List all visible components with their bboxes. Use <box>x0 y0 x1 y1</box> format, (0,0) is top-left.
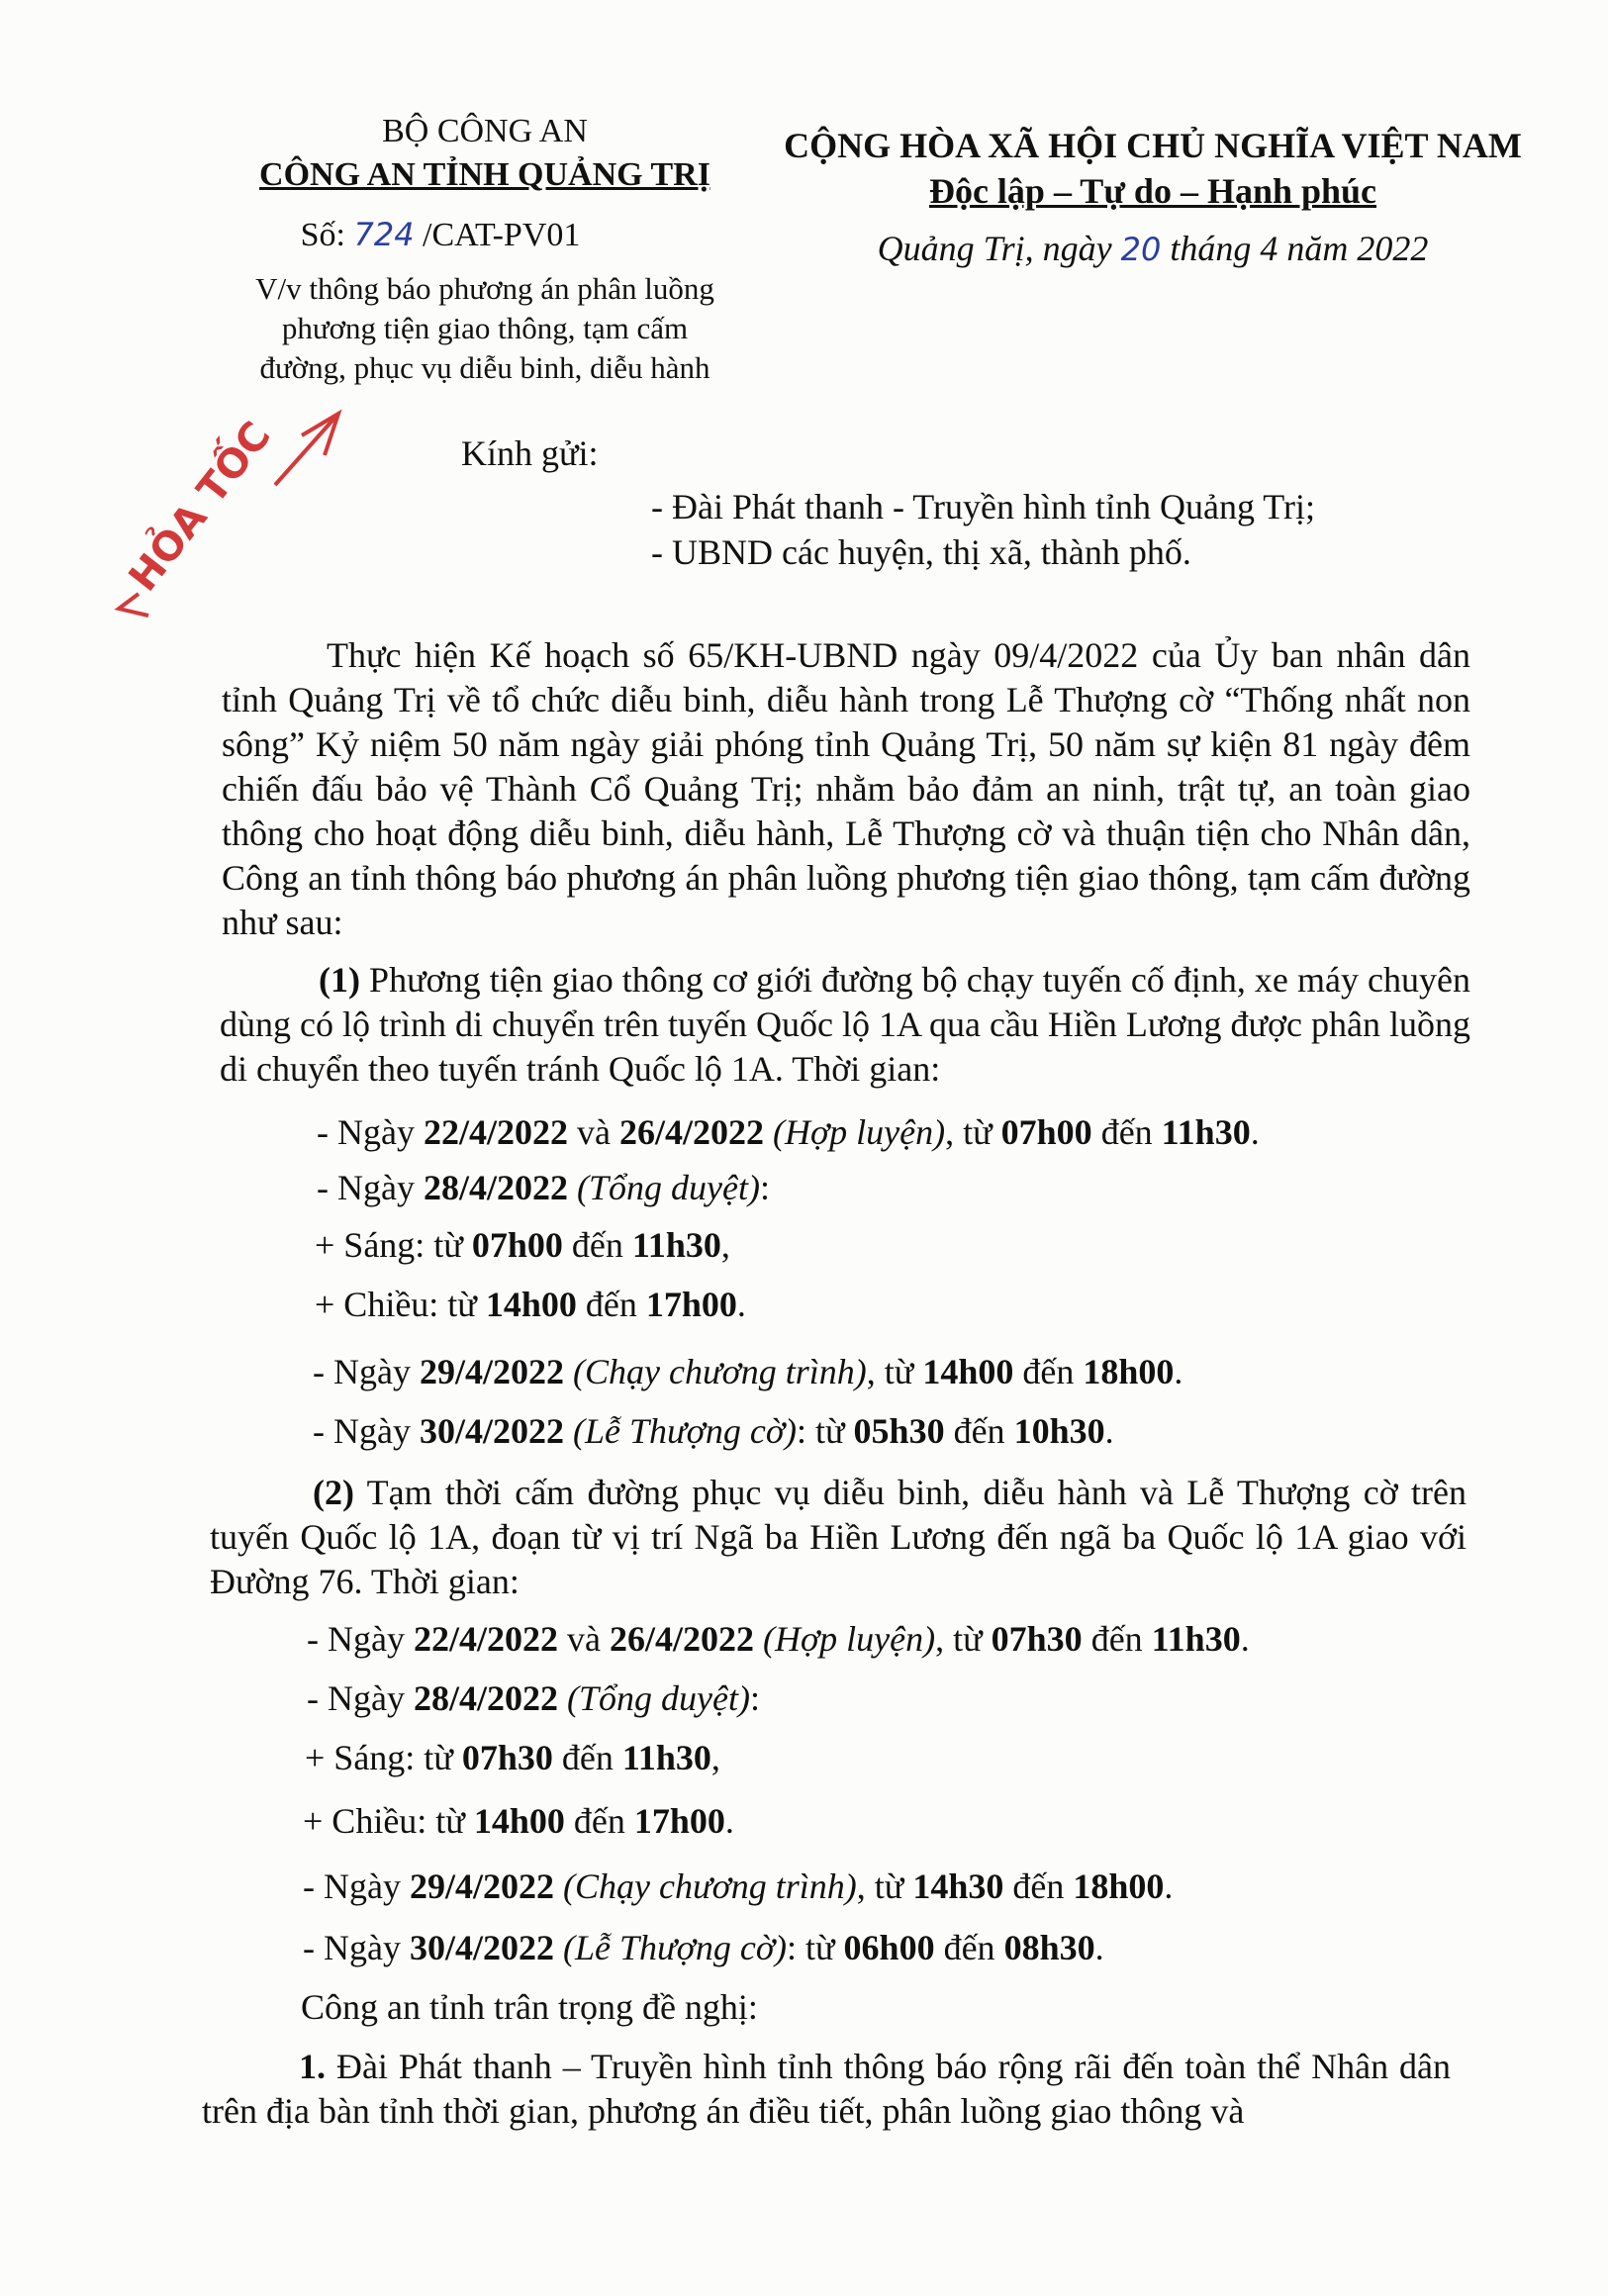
schedule-segment: 26/4/2022 <box>609 1619 754 1659</box>
schedule-segment: 11h30 <box>621 1738 711 1777</box>
schedule-segment: - Ngày <box>307 1619 414 1659</box>
recipient-item: - Đài Phát thanh - Truyền hình tỉnh Quảng Trị; <box>651 487 1316 526</box>
urgent-stamp-text: HỎA TỐC <box>120 413 280 601</box>
ministry-name: BỘ CÔNG AN <box>382 113 588 149</box>
schedule-segment: . <box>1164 1866 1174 1906</box>
schedule-segment: 07h00 <box>1000 1112 1092 1152</box>
schedule-segment: - Ngày <box>317 1112 424 1152</box>
schedule-segment: và <box>567 1112 619 1152</box>
schedule-segment: 18h00 <box>1083 1352 1175 1391</box>
schedule-segment: 11h30 <box>631 1225 721 1265</box>
schedule-segment: - Ngày <box>313 1352 420 1391</box>
schedule-segment: 22/4/2022 <box>423 1112 568 1152</box>
schedule-line <box>315 1223 730 1267</box>
schedule-segment: 14h00 <box>473 1801 565 1841</box>
schedule-segment: 28/4/2022 <box>423 1168 568 1207</box>
schedule-segment: , từ <box>945 1112 1001 1152</box>
item-1-text: Đài Phát thanh – Truyền hình tỉnh thông báo rộng rãi đến toàn thể Nhân dân trên địa bàn tỉnh thời gian, phương án điều tiết, phân luồng giao thông và <box>202 2047 1451 2131</box>
date-prefix: Quảng Trị, ngày <box>877 229 1121 268</box>
urgent-stamp-graphic <box>109 396 366 623</box>
date-day-handwritten: 20 <box>1120 231 1162 268</box>
schedule-line <box>307 1676 760 1720</box>
schedule-segment: 29/4/2022 <box>409 1866 554 1906</box>
schedule-segment: 18h00 <box>1073 1866 1165 1906</box>
schedule-line <box>303 1799 734 1843</box>
schedule-segment: 07h30 <box>991 1619 1083 1659</box>
schedule-line <box>317 1166 770 1209</box>
schedule-segment: 30/4/2022 <box>409 1928 554 1967</box>
schedule-segment: + Sáng: từ <box>305 1738 462 1777</box>
intro-paragraph: Thực hiện Kế hoạch số 65/KH-UBND ngày 09/4/2022 của Ủy ban nhân dân tỉnh Quảng Trị về tổ chức diễu binh, diễu hành trong Lễ Thượng cờ “Thống nhất non sông” Kỷ niệm 50 năm ngày giải phóng tỉnh Quảng Trị, 50 năm sự kiện 81 ngày đêm chiến đấu bảo vệ Thành Cổ Quảng Trị; nhằm bảo đảm an ninh, trật tự, an toàn giao thông cho hoạt động diễu binh, diễu hành, Lễ Thượng cờ và thuận tiện cho Nhân dân, Công an tỉnh thông báo phương án phân luồng phương tiện giao thông, tạm cấm đường như sau: <box>222 635 1470 942</box>
schedule-segment: (Lễ Thượng cờ) <box>553 1928 788 1967</box>
schedule-segment: 05h30 <box>853 1411 945 1451</box>
schedule-segment: 06h00 <box>843 1928 935 1967</box>
subject-line: phương tiện giao thông, tạm cấm <box>281 311 689 345</box>
schedule-segment: (Hợp luyện) <box>763 1112 946 1152</box>
schedule-segment: . <box>1250 1112 1260 1152</box>
schedule-segment: : từ <box>787 1928 844 1967</box>
schedule-segment: 11h30 <box>1151 1619 1241 1659</box>
schedule-line <box>305 1736 720 1779</box>
schedule-segment: đến <box>576 1285 646 1324</box>
schedule-segment: 22/4/2022 <box>413 1619 558 1659</box>
schedule-segment: đến <box>564 1801 634 1841</box>
schedule-line <box>303 1865 1173 1908</box>
section-2-number: (2) <box>313 1473 354 1512</box>
schedule-segment: , từ <box>935 1619 992 1659</box>
agency-name <box>198 152 772 198</box>
schedule-segment: . <box>1104 1411 1114 1451</box>
item-1-paragraph <box>202 2045 1451 2134</box>
schedule-line <box>307 1617 1250 1661</box>
schedule-segment: : <box>759 1168 770 1207</box>
document-number <box>198 212 683 258</box>
schedule-segment: + Chiều: từ <box>315 1285 486 1324</box>
subject-block <box>198 269 772 388</box>
schedule-segment: 10h30 <box>1013 1411 1105 1451</box>
section-2-paragraph <box>210 1471 1466 1604</box>
doc-number-handwritten: 724 <box>353 216 415 253</box>
subject-line: V/v thông báo phương án phân luồng <box>255 271 714 306</box>
schedule-segment: , từ <box>856 1866 913 1906</box>
schedule-segment: (Lễ Thượng cờ) <box>563 1411 798 1451</box>
doc-number-suffix: /CAT-PV01 <box>414 217 581 253</box>
schedule-segment: 11h30 <box>1161 1112 1251 1152</box>
schedule-line <box>313 1350 1182 1393</box>
schedule-segment: đến <box>934 1928 1004 1967</box>
schedule-segment: + Sáng: từ <box>315 1225 472 1265</box>
schedule-segment: . <box>1094 1928 1104 1967</box>
date-suffix: tháng 4 năm 2022 <box>1161 229 1429 268</box>
schedule-segment: 07h30 <box>461 1738 553 1777</box>
section-1-text: Phương tiện giao thông cơ giới đường bộ chạy tuyến cố định, xe máy chuyên dùng có lộ trình di chuyển trên tuyến Quốc lộ 1A qua cầu Hiền Lương được phân luồng di chuyển theo tuyến tránh Quốc lộ 1A. Thời gian: <box>220 960 1470 1089</box>
schedule-segment: . <box>736 1285 746 1324</box>
schedule-line <box>303 1926 1104 1969</box>
schedule-segment: 30/4/2022 <box>419 1411 564 1451</box>
agency-name-text: CÔNG AN TỈNH QUẢNG TRỊ <box>259 156 710 193</box>
schedule-segment: (Tổng duyệt) <box>567 1168 760 1207</box>
item-1-number: 1. <box>299 2047 326 2086</box>
schedule-segment: (Hợp luyện) <box>753 1619 936 1659</box>
schedule-segment: đến <box>944 1411 1014 1451</box>
schedule-segment: , <box>710 1738 720 1777</box>
schedule-segment: và <box>557 1619 610 1659</box>
section-1-number: (1) <box>319 960 360 1000</box>
subject-line: đường, phục vụ diễu binh, diễu hành <box>259 350 710 385</box>
schedule-segment: 29/4/2022 <box>419 1352 564 1391</box>
proposal-line: Công an tỉnh trân trọng đề nghị: <box>301 1987 758 2027</box>
country-name: CỘNG HÒA XÃ HỘI CHỦ NGHĨA VIỆT NAM <box>784 126 1522 165</box>
schedule-segment: 28/4/2022 <box>413 1678 558 1718</box>
recipient-item: - UBND các huyện, thị xã, thành phố. <box>651 532 1191 572</box>
schedule-segment: đến <box>1091 1112 1162 1152</box>
schedule-segment: (Chạy chương trình) <box>563 1352 867 1391</box>
schedule-line <box>315 1283 746 1326</box>
schedule-segment: 17h00 <box>645 1285 737 1324</box>
schedule-segment: 14h30 <box>912 1866 1004 1906</box>
schedule-segment: 17h00 <box>633 1801 725 1841</box>
schedule-segment: đến <box>1003 1866 1074 1906</box>
schedule-segment: , từ <box>866 1352 923 1391</box>
schedule-segment: - Ngày <box>317 1168 424 1207</box>
schedule-segment: - Ngày <box>303 1928 410 1967</box>
schedule-segment: : từ <box>797 1411 854 1451</box>
schedule-segment: 26/4/2022 <box>618 1112 764 1152</box>
schedule-segment: 07h00 <box>471 1225 563 1265</box>
section-2-text: Tạm thời cấm đường phục vụ diễu binh, diễu hành và Lễ Thượng cờ trên tuyến Quốc lộ 1A, đoạn từ vị trí Ngã ba Hiền Lương đến ngã ba Quốc lộ 1A giao với Đường 76. Thời gian: <box>210 1473 1466 1601</box>
schedule-line <box>317 1110 1260 1154</box>
schedule-segment: 14h00 <box>922 1352 1014 1391</box>
schedule-segment: đến <box>562 1225 632 1265</box>
schedule-segment: + Chiều: từ <box>303 1801 474 1841</box>
schedule-segment: - Ngày <box>303 1866 410 1906</box>
date-line <box>742 226 1563 272</box>
schedule-segment: 08h30 <box>1003 1928 1095 1967</box>
motto <box>742 168 1563 214</box>
schedule-segment: đến <box>1013 1352 1084 1391</box>
schedule-segment: - Ngày <box>307 1678 414 1718</box>
urgent-stamp <box>109 396 366 623</box>
schedule-segment: , <box>720 1225 730 1265</box>
schedule-segment: đến <box>1082 1619 1152 1659</box>
motto-text: Độc lập – Tự do – Hạnh phúc <box>928 171 1377 211</box>
schedule-segment: (Chạy chương trình) <box>553 1866 857 1906</box>
schedule-segment: : <box>749 1678 760 1718</box>
recipients-greeting: Kính gửi: <box>461 433 599 473</box>
schedule-segment: (Tổng duyệt) <box>557 1678 750 1718</box>
schedule-segment: 14h00 <box>485 1285 577 1324</box>
schedule-segment: - Ngày <box>313 1411 420 1451</box>
schedule-segment: đến <box>552 1738 622 1777</box>
schedule-segment: . <box>724 1801 734 1841</box>
doc-number-prefix: Số: <box>300 217 354 253</box>
section-1-paragraph <box>220 958 1470 1092</box>
schedule-segment: . <box>1174 1352 1183 1391</box>
schedule-segment: . <box>1240 1619 1250 1659</box>
schedule-line <box>313 1409 1114 1453</box>
